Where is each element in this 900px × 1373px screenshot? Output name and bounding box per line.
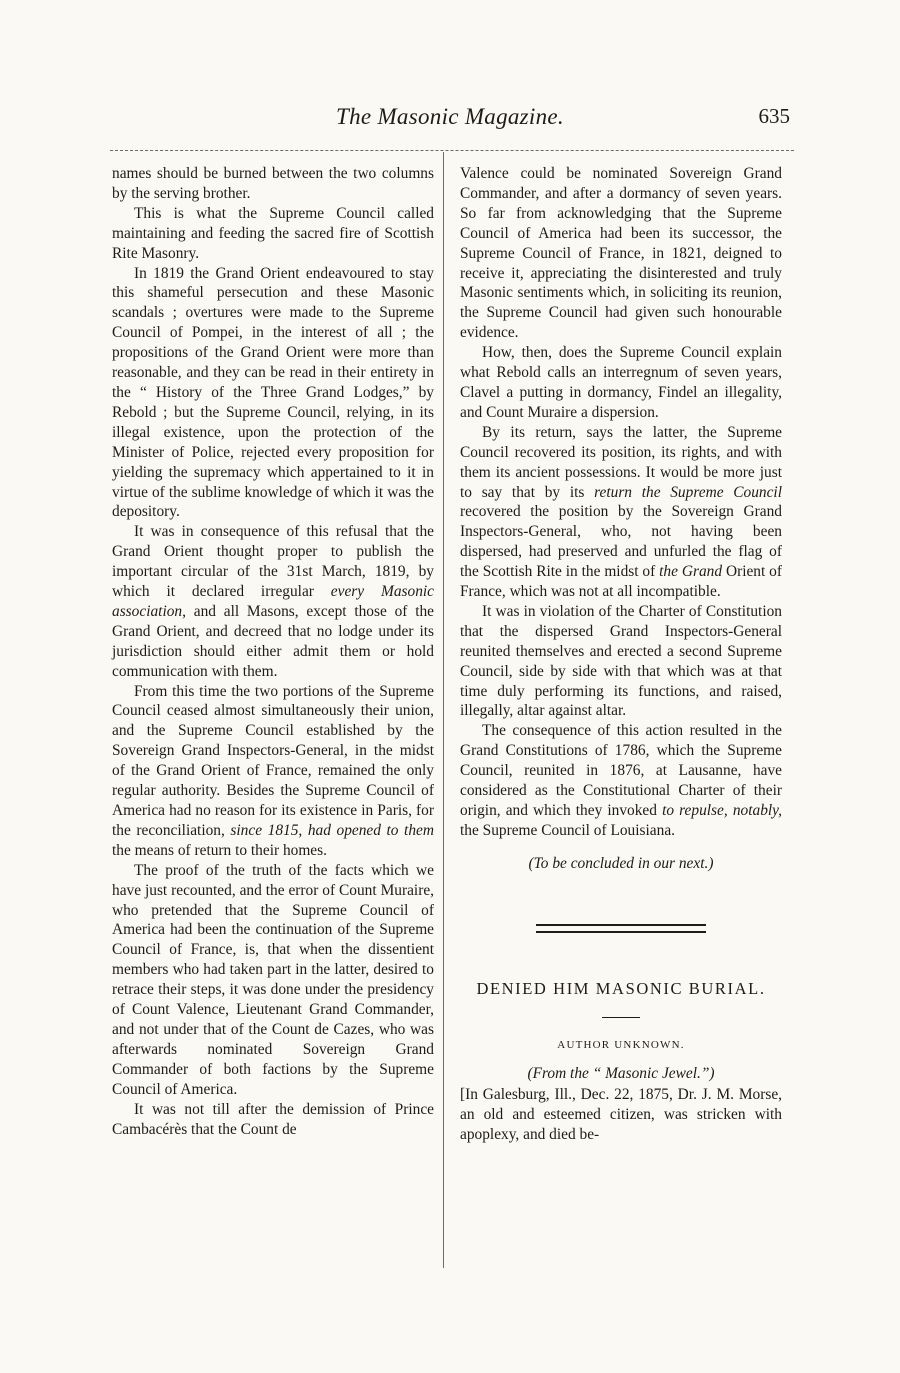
text-run: ) bbox=[709, 1064, 715, 1082]
text-run: and all Masons, except those of the Grand Orient, and decreed that no lodge under its jurisdiction should either admit them or hold communication with them. bbox=[112, 602, 434, 680]
paragraph: In 1819 the Grand Orient endeavoured to stay this shameful persecution and these Masonic scandals ; overtures were made to the Supreme Council of Pompei, in the interest of all ; the propositions of the Grand Orient were more than reasonable, and they can be read in their entirety in the “ History of the Three Grand Lodges,” by Rebold ; but the Supreme Council, relying, in its illegal existence, upon the protection of the Minister of Police, rejected every proposition for yielding the supremacy which appertained to it in virtue of the sublime knowledge of which it was the depository. bbox=[112, 264, 434, 521]
section-double-rule bbox=[536, 924, 706, 933]
paragraph: It was not till after the demission of Prince Cambacérès that the Count de bbox=[112, 1100, 434, 1138]
article-intro: [In Galesburg, Ill., Dec. 22, 1875, Dr. J. M. Morse, an old and esteemed citizen, was stricken with apoplexy, and died be- bbox=[460, 1086, 782, 1144]
paragraph: It was in violation of the Charter of Constitution that the dispersed Grand Inspectors-General reunited themselves and erected a second Supreme Council, side by side with that which was at that time duly performing its functions, and raised, illegally, altar against altar. bbox=[460, 602, 782, 720]
italic-run: since 1815, had opened to them bbox=[230, 821, 434, 839]
to-be-concluded-note: (To be concluded in our next.) bbox=[528, 854, 714, 872]
italic-run: the Grand bbox=[659, 563, 723, 581]
italic-run: every Masonic association, bbox=[112, 583, 434, 620]
page-header bbox=[110, 100, 790, 140]
paragraph bbox=[460, 721, 782, 840]
article-title: DENIED HIM MASONIC BURIAL. bbox=[476, 978, 766, 998]
header-rule bbox=[110, 150, 794, 151]
paragraph: How, then, does the Supreme Council explain what Rebold calls an interregnum of seven years, Clavel a putting in dormancy, Findel an illegality, and Count Muraire a dispersion. bbox=[460, 344, 782, 421]
text-run: the Supreme Council of Louisiana. bbox=[460, 821, 675, 839]
text-run: From this time the two portions of the Supreme Council ceased almost simultaneously their union, and the Supreme Council established by the Sovereign Grand Inspectors-General, in the midst of the Grand Orient of France, remained the only regular authority. Besides the Supreme Council of America had no reason for its existence in Paris, for the reconciliation, bbox=[112, 682, 434, 839]
text-run: The consequence of this action resulted in the Grand Constitutions of 1786, which the Supreme Council, reunited in 1876, at Lausanne, have considered as the Constitutional Charter of their origin, and which they invoked bbox=[460, 722, 782, 819]
text-run: recovered the position by the Sovereign Grand Inspectors-General, who, not having been dispersed, had preserved and unfurled the flag of the Scottish Rite in the midst of bbox=[460, 503, 782, 581]
paragraph: This is what the Supreme Council called maintaining and feeding the sacred fire of Scottish Rite Masonry. bbox=[112, 204, 434, 262]
paragraph bbox=[460, 423, 782, 602]
paragraph bbox=[112, 682, 434, 861]
text-run: “ Masonic Jewel.” bbox=[592, 1064, 710, 1082]
italic-run: to repulse, notably, bbox=[662, 802, 782, 819]
page-number: 635 bbox=[758, 104, 790, 128]
source-line bbox=[460, 1064, 782, 1084]
left-column bbox=[112, 164, 434, 1139]
author-line: AUTHOR UNKNOWN. bbox=[557, 1038, 685, 1051]
text-run: It was in consequence of this refusal that the Grand Orient thought proper to publish the important circular of the 31st March, 1819, by which it declared irregular bbox=[112, 523, 434, 601]
text-run: By its return, says the latter, the Supreme Council recovered its position, its rights, and with them its ancient possessions. It would be more just to say that by its bbox=[460, 423, 782, 501]
paragraph: Valence could be nominated Sovereign Grand Commander, and after a dormancy of seven years. So far from acknowledging that the Supreme Council of America had been its successor, the Supreme Council of France, in 1821, deigned to receive it, appreciating the disinterested and truly Masonic sentiments which, in soliciting its reunion, the Supreme Council had given such honourable evidence. bbox=[460, 165, 782, 342]
column-divider bbox=[443, 152, 444, 1268]
text-run: (From the bbox=[527, 1064, 593, 1082]
paragraph: names should be burned between the two columns by the serving brother. bbox=[112, 165, 434, 202]
text-run: the means of return to their homes. bbox=[112, 841, 327, 859]
running-title: The Masonic Magazine. bbox=[336, 104, 564, 129]
paragraph bbox=[112, 522, 434, 681]
right-column bbox=[460, 164, 782, 1145]
title-rule bbox=[602, 1017, 640, 1018]
paragraph: The proof of the truth of the facts which we have just recounted, and the error of Count Muraire, who pretended that the Supreme Council of America had been the continuation of the Supreme Council of France, is, that when the dissentient members who had taken part in the latter, desired to retrace their steps, it was done under the presidency of Count Valence, Lieutenant Grand Commander, and not under that of the Count de Cazes, who was afterwards nominated Sovereign Grand Commander of both factions by the Supreme Council of America. bbox=[112, 861, 434, 1098]
italic-run: return the Supreme Council bbox=[594, 483, 782, 501]
text-run: Orient of France, which was not at all incompatible. bbox=[460, 563, 782, 601]
